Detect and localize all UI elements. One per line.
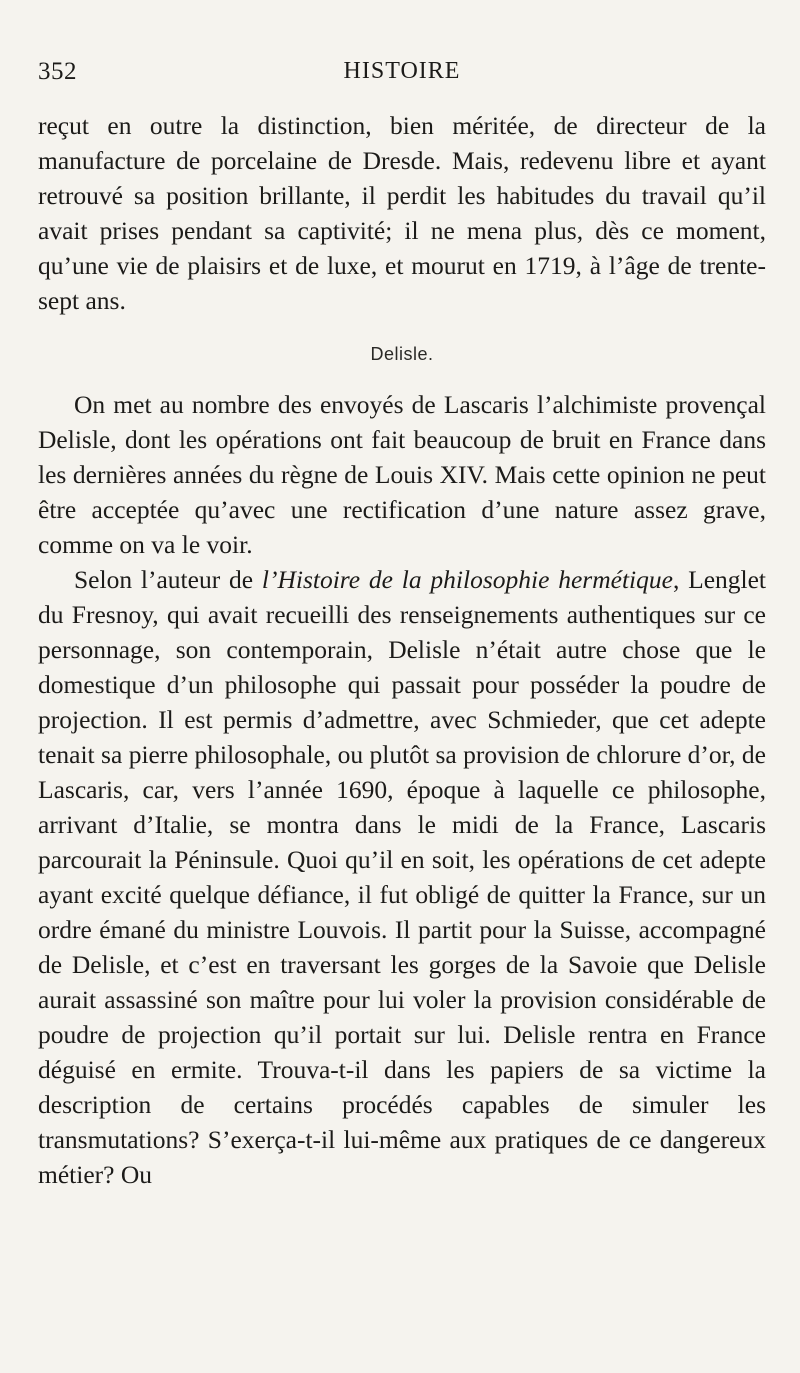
book-title: l’Histoire de la philosophie hermétique	[261, 565, 673, 594]
section-heading: Delisle.	[370, 344, 434, 364]
running-title: HISTOIRE	[343, 58, 461, 84]
paragraph-continuation: reçut en outre la distinction, bien méritée, de directeur de la manufacture de porcelaine de Dresde. Mais, redevenu libre et ayant retrouvé sa position brillante, il perdit les habitudes du travail qu’il avait prises pendant sa captivité; il ne mena plus, dès ce moment, qu’une vie de plaisirs et de luxe, et mourut en 1719, à l’âge de trente-sept ans.	[38, 111, 766, 315]
paragraph-text: , Lenglet du Fresnoy, qui avait recueilli des renseignements authentiques sur ce personnage, son contemporain, Delisle n’était autre chose que le domestique d’un philosophe qui passait pour posséder la poudre de projection. Il est permis d’admettre, avec Schmieder, que cet adepte tenait sa pierre philosophale, ou plutôt sa provision de chlorure d’or, de Lascaris, car, vers l’année 1690, époque à laquelle ce philosophe, arrivant d’Italie, se montra dans le midi de la France, Lascaris parcourait la Péninsule. Quoi qu’il en soit, les opérations de cet adepte ayant excité quelque défiance, il fut obligé de quitter la France, sur un ordre émané du ministre Louvois. Il partit pour la Suisse, accompagné de Delisle, et c’est en traversant les gorges de la Savoie que Delisle aurait assassiné son maître pour lui voler la provision considérable de poudre de projection qu’il portait sur lui. Delisle rentra en France déguisé en ermite. Trouva-t-il dans les papiers de sa victime la description de certains procédés capables de simuler les transmutations? S’exerça-t-il lui-même aux pratiques de ce dangereux métier? Ou	[38, 565, 767, 1189]
paragraph-text: Selon l’auteur de	[74, 565, 262, 594]
running-head	[38, 58, 766, 98]
paragraph: On met au nombre des envoyés de Lascaris l’alchimiste provençal Delisle, dont les opérations ont fait beaucoup de bruit en France dans les dernières années du règne de Louis XIV. Mais cette opinion ne peut être acceptée qu’avec une rectification d’une nature assez grave, comme on va le voir.	[38, 390, 766, 559]
paragraph	[38, 562, 766, 1192]
page-number: 352	[38, 58, 77, 85]
body-text	[38, 108, 766, 1192]
